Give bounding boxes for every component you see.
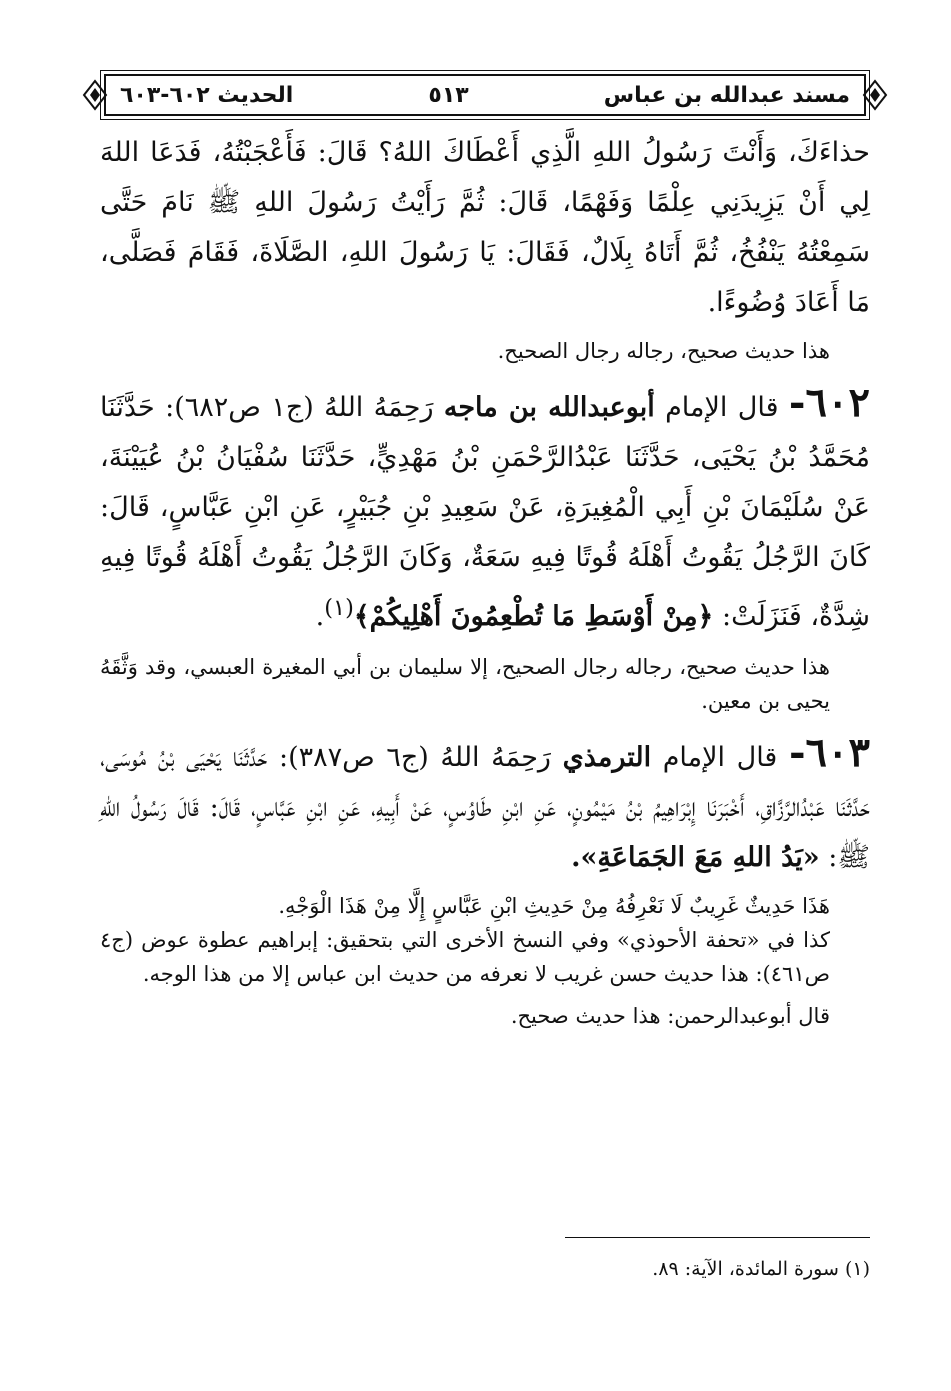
hadith-text: رَحِمَهُ اللهُ (ج٦ ص٣٨٧): حَدَّثَنَا يَحْيَى بْنُ مُوسَى، حَدَّثَنَا عَبْدُالرَّزَّاقِ، أَخْبَرَنَا إِبْرَاهِيمُ بْنُ مَيْمُونٍ، عَنِ ابْنِ طَاوُسٍ، عَنْ أَبِيهِ، عَنِ ابْنِ عَبَّاسٍ، قَالَ: قَالَ رَسُولُ اللهِ ﷺ: bbox=[100, 742, 870, 873]
hadith-602: ٦٠٢- قال الإمام أبوعبدالله بن ماجه رَحِمَهُ اللهُ (ج١ ص٦٨٢): حَدَّثَنَا مُحَمَّدُ بْنُ يَحْيَى، حَدَّثَنَا عَبْدُالرَّحْمَنِ بْنُ مَهْدِيٍّ، حَدَّثَنَا سُفْيَانُ بْنُ عُيَيْنَةَ، عَنْ سُلَيْمَانَ بْنِ أَبِي الْمُغِيرَةِ، عَنْ سَعِيدِ بْنِ جُبَيْرٍ، عَنِ ابْنِ عَبَّاسٍ، قَالَ: كَانَ الرَّجُلُ يَقُوتُ أَهْلَهُ قُوتًا فِيهِ سَعَةٌ، وَكَانَ الرَّجُلُ يَقُوتُ أَهْلَهُ قُوتًا فِيهِ شِدَّةٌ، فَنَزَلَتْ: ﴿مِنْ أَوْسَطِ مَا تُطْعِمُونَ أَهْلِيكُمْ﴾$^{(١)}$. bbox=[100, 379, 870, 632]
hadith-continuation: حذاءَكَ، وَأَنْتَ رَسُولُ اللهِ الَّذِي أَعْطَاكَ اللهُ؟ قَالَ: فَأَعْجَبْتُهُ، فَدَعَا اللهَ لِي أَنْ يَزِيدَنِي عِلْمًا وَفَهْمًا، قَالَ: ثُمَّ رَأَيْتُ رَسُولَ اللهِ ﷺ نَامَ حَتَّى سَمِعْتُهُ يَنْفُخُ، ثُمَّ أَتَاهُ بِلَالٌ، فَقَالَ: يَا رَسُولَ اللهِ، الصَّلَاةَ، فَقَامَ فَصَلَّى، مَا أَعَادَ وُضُوءًا. bbox=[100, 137, 870, 318]
hadith-intro: قال الإمام bbox=[665, 392, 779, 423]
hadith-grade: هذا حديث صحيح، رجاله رجال الصحيح، إلا سليمان بن أبي المغيرة العبسي، وقد وَثَّقَهُ يحيى بن معين. bbox=[100, 655, 830, 713]
hadith-range: الحديث ٦٠٢-٦٠٣ bbox=[120, 82, 294, 108]
final-grade: قال أبوعبدالرحمن: هذا حديث صحيح. bbox=[510, 1004, 830, 1028]
page-body bbox=[100, 128, 870, 1033]
hadith-number: ٦٠٣- bbox=[788, 729, 870, 776]
footnote-divider bbox=[565, 1237, 870, 1238]
hadith-intro: قال الإمام bbox=[662, 742, 778, 773]
quran-verse: ﴿مِنْ أَوْسَطِ مَا تُطْعِمُونَ أَهْلِيكُمْ﴾ bbox=[353, 601, 714, 632]
hadith-603 bbox=[100, 728, 870, 883]
editor-note: كذا في «تحفة الأحوذي» وفي النسخ الأخرى التي بتحقيق: إبراهيم عطوة عوض (ج٤ ص٤٦١): هذا حديث حسن غريب لا نعرفه من حديث ابن عباس إلا من هذا الوجه. bbox=[100, 928, 830, 986]
hadith-text: رَحِمَهُ اللهُ (ج١ ص٦٨٢): حَدَّثَنَا مُحَمَّدُ بْنُ يَحْيَى، حَدَّثَنَا عَبْدُالرَّحْمَنِ بْنُ مَهْدِيٍّ، حَدَّثَنَا سُفْيَانُ بْنُ عُيَيْنَةَ، عَنْ سُلَيْمَانَ بْنِ أَبِي الْمُغِيرَةِ، عَنْ سَعِيدِ بْنِ جُبَيْرٍ، عَنِ ابْنِ عَبَّاسٍ، قَالَ: كَانَ الرَّجُلُ يَقُوتُ أَهْلَهُ قُوتًا فِيهِ سَعَةٌ، وَكَانَ الرَّجُلُ يَقُوتُ أَهْلَهُ قُوتًا فِيهِ شِدَّةٌ، فَنَزَلَتْ: bbox=[100, 392, 870, 632]
footnote-ref: (١) bbox=[324, 595, 354, 621]
imam-name: الترمذي bbox=[562, 742, 652, 773]
prophetic-saying: «يَدُ اللهِ مَعَ الجَمَاعَةِ». bbox=[571, 842, 820, 873]
hadith-grade: هذا حديث صحيح، رجاله رجال الصحيح. bbox=[497, 339, 830, 363]
page-number: ٥١٣ bbox=[428, 82, 469, 108]
footnote: (١) سورة المائدة، الآية: ٨٩. bbox=[652, 1258, 870, 1280]
hadith-number: ٦٠٢- bbox=[788, 379, 870, 426]
page-header bbox=[80, 70, 890, 120]
imam-name: أبوعبدالله بن ماجه bbox=[443, 392, 655, 423]
book-title: مسند عبدالله بن عباس bbox=[603, 82, 850, 108]
tirmidhi-comment: هَذَا حَدِيثٌ غَرِيبٌ لَا نَعْرِفُهُ مِنْ حَدِيثِ ابْنِ عَبَّاسٍ إِلَّا مِنْ هَذَا الْوَجْهِ. bbox=[278, 894, 830, 918]
